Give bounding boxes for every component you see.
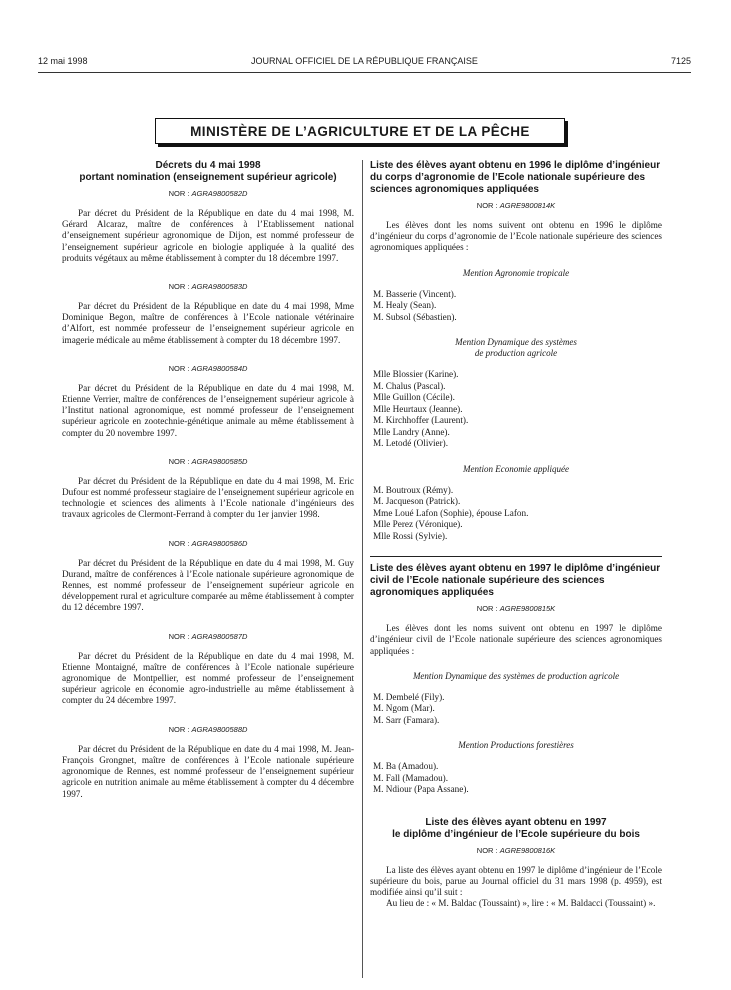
- nor-code: AGRE9800815K: [499, 604, 556, 614]
- list1-intro: Les élèves dont les noms suivent ont obtenu en 1996 le diplôme d’ingénieur du corps d’agronomie de l’Ecole nationale supérieure des sciences agronomiques appliquées :: [370, 220, 662, 253]
- list-item: Mlle Guillon (Cécile).: [373, 392, 455, 403]
- right-column: [370, 160, 662, 910]
- nor-code: AGRA9800588D: [191, 724, 248, 734]
- nor-code: AGRA9800587D: [191, 631, 248, 641]
- decree-paragraph: Par décret du Président de la République en date du 4 mai 1998, M. Etienne Verrier, maître de conférences de l’enseignement supérieur agricole à l’Institut national agronomique, est nommé professeur de l’enseignement supérieur agricole en zootechnie-génétique animale au même établissement à compter du 20 novembre 1997.: [62, 382, 354, 438]
- decree-paragraph: Par décret du Président de la République en date du 4 mai 1998, M. Eric Dufour est nommé professeur stagiaire de l’enseignement supérieur agricole en technologie et sciences des aliments à l’Ecole nationale d’ingénieurs des travaux agricoles de Clermont-Ferrand à compter du 1er janvier 1998.: [62, 475, 354, 520]
- list-item: Mlle Perez (Véronique).: [373, 519, 463, 530]
- mention-heading: Mention Dynamique des systèmes: [455, 337, 577, 348]
- list-item: M. Subsol (Sébastien).: [373, 311, 457, 322]
- nor-label: NOR :: [168, 456, 190, 466]
- names-list: [370, 485, 662, 543]
- nor-code: AGRA9800584D: [191, 363, 248, 373]
- list-item: M. Kirchhoffer (Laurent).: [373, 415, 469, 426]
- nor-label: NOR :: [476, 604, 498, 614]
- nor-label: NOR :: [168, 538, 190, 548]
- mention-heading: Mention Economie appliquée: [463, 463, 569, 474]
- list-item: Mlle Heurtaux (Jeanne).: [373, 403, 463, 414]
- list-item: Mlle Rossi (Sylvie).: [373, 530, 448, 541]
- mention-heading: Mention Dynamique des systèmes de production agricole: [412, 670, 620, 681]
- decree-paragraph: Par décret du Président de la République en date du 4 mai 1998, Mme Dominique Begon, maître de conférences à l’Ecole nationale vétérinaire d’Alfort, est nommée professeur de l’enseignement supérieur agricole en imagerie médicale au même établissement à compter du 18 décembre 1997.: [62, 301, 354, 345]
- nor-code: AGRE9800814K: [499, 201, 556, 210]
- header-date: 12 mai 1998: [38, 56, 88, 66]
- erratum-paragraph: La liste des élèves ayant obtenu en 1997 le diplôme d’ingénieur de l’Ecole supérieure du bois, parue au Journal officiel du 31 mars 1998 (p. 4959), est modifiée ainsi qu’il suit :: [370, 864, 662, 898]
- list-item: M. Boutroux (Rémy).: [373, 484, 454, 495]
- list-item: M. Healy (Sean).: [373, 300, 437, 311]
- nor-reference: [62, 189, 354, 198]
- nor-reference: [370, 201, 662, 210]
- list2-intro: Les élèves dont les noms suivent ont obtenu en 1997 le diplôme d’ingénieur civil de l’Ecole nationale supérieure des sciences agronomiques appliquées :: [370, 623, 662, 656]
- nor-reference: [370, 846, 662, 855]
- names-list: [370, 761, 662, 796]
- list-item: M. Ba (Amadou).: [373, 761, 439, 772]
- list-item: Mlle Blossier (Karine).: [373, 369, 459, 380]
- list-item: M. Basserie (Vincent).: [373, 288, 457, 299]
- nor-code: AGRA9800583D: [191, 282, 248, 292]
- nor-code: AGRA9800586D: [191, 538, 248, 548]
- decrees-title: Décrets du 4 mai 1998: [155, 160, 261, 171]
- nor-reference: [62, 725, 354, 734]
- list-item: M. Jacqueson (Patrick).: [373, 496, 461, 507]
- nor-reference: [62, 364, 354, 373]
- nor-reference: [62, 457, 354, 466]
- header-page-number: 7125: [670, 56, 691, 66]
- erratum-correction: Au lieu de : « M. Baldac (Toussaint) », lire : « M. Baldacci (Toussaint) ».: [386, 898, 656, 909]
- nor-reference: [62, 282, 354, 291]
- names-list: [370, 289, 662, 324]
- list-item: Mme Loué Lafon (Sophie), épouse Lafon.: [373, 507, 529, 518]
- section-gap: [370, 810, 662, 811]
- ministry-box: [155, 118, 565, 144]
- decree-paragraph: Par décret du Président de la République en date du 4 mai 1998, M. Etienne Montaigné, maître de conférences à l’Ecole nationale supérieure agronomique de Montpellier, est nommé professeur de l’enseignement supérieur agricole en économie agro-industrielle au même établissement à compter du 24 décembre 1997.: [62, 650, 354, 706]
- ministry-title: MINISTÈRE DE L’AGRICULTURE ET DE LA PÊCHE: [190, 123, 530, 139]
- nor-label: NOR :: [168, 282, 190, 292]
- left-column: [62, 160, 354, 800]
- list-item: Mlle Landry (Anne).: [373, 426, 450, 437]
- column-divider: [362, 160, 363, 978]
- nor-code: AGRA9800585D: [191, 456, 248, 466]
- names-list: [370, 369, 662, 450]
- list3-title: Liste des élèves ayant obtenu en 1997: [425, 816, 607, 828]
- nor-label: NOR :: [168, 363, 190, 373]
- page-header: [38, 56, 691, 70]
- list-item: M. Letodé (Olivier).: [373, 438, 449, 449]
- nor-code: AGRE9800816K: [499, 845, 556, 855]
- nor-reference: [62, 632, 354, 641]
- decrees-subtitle: portant nomination (enseignement supérieur agricole): [79, 172, 337, 183]
- list-item: M. Fall (Mamadou).: [373, 772, 449, 783]
- names-list: [370, 692, 662, 727]
- list1-title: Liste des élèves ayant obtenu en 1996 le diplôme d’ingénieur du corps d’agronomie de l’Ecole nationale supérieure des sciences agronomiques appliquées: [370, 160, 661, 195]
- list-item: M. Dembelé (Fily).: [373, 691, 445, 702]
- list2-title: Liste des élèves ayant obtenu en 1997 le diplôme d’ingénieur civil de l’Ecole nationale supérieure des sciences agronomiques appliquées: [370, 563, 661, 599]
- nor-label: NOR :: [168, 631, 190, 641]
- nor-label: NOR :: [168, 724, 190, 734]
- nor-label: NOR :: [476, 845, 498, 855]
- header-rule: [38, 72, 691, 73]
- section-separator: [370, 556, 662, 557]
- list-item: M. Chalus (Pascal).: [373, 380, 446, 391]
- nor-reference: [62, 539, 354, 548]
- mention-heading: Mention Agronomie tropicale: [462, 267, 570, 278]
- list3-title-cont: le diplôme d’ingénieur de l’Ecole supérieure du bois: [392, 828, 640, 840]
- mention-heading-cont: de production agricole: [474, 348, 558, 359]
- mention-heading: Mention Productions forestières: [458, 740, 574, 751]
- decree-paragraph: Par décret du Président de la République en date du 4 mai 1998, M. Gérard Alcaraz, maître de conférences à l’Etablissement national d’enseignement supérieur agronomique de Dijon, est nommé professeur de l’enseignement supérieur agricole en biologie appliquée à la qualité des produits végétaux au même établissement à compter du 18 décembre 1997.: [62, 208, 354, 263]
- header-journal: JOURNAL OFFICIEL DE LA RÉPUBLIQUE FRANÇAISE: [251, 56, 478, 66]
- decree-paragraph: Par décret du Président de la République en date du 4 mai 1998, M. Guy Durand, maître de conférences à l’Ecole nationale supérieure agronomique de Rennes, est nommé professeur de l’enseignement supérieur agricole en développement rural et agriculture comparée au même établissement à compter du 12 décembre 1997.: [62, 557, 354, 613]
- decree-paragraph: Par décret du Président de la République en date du 4 mai 1998, M. Jean-François Grongnet, maître de conférences à l’Ecole nationale supérieure agronomique de Rennes, est nommé professeur de l’enseignement supérieur agricole en nutrition animale au même établissement à compter du 4 décembre 1997.: [62, 743, 354, 799]
- nor-label: NOR :: [476, 201, 498, 210]
- list-item: M. Sarr (Famara).: [373, 714, 440, 725]
- nor-code: AGRA9800582D: [191, 189, 248, 198]
- nor-reference: [370, 604, 662, 613]
- nor-label: NOR :: [168, 189, 190, 198]
- list-item: M. Ngom (Mar).: [373, 703, 435, 714]
- list-item: M. Ndiour (Papa Assane).: [373, 784, 469, 795]
